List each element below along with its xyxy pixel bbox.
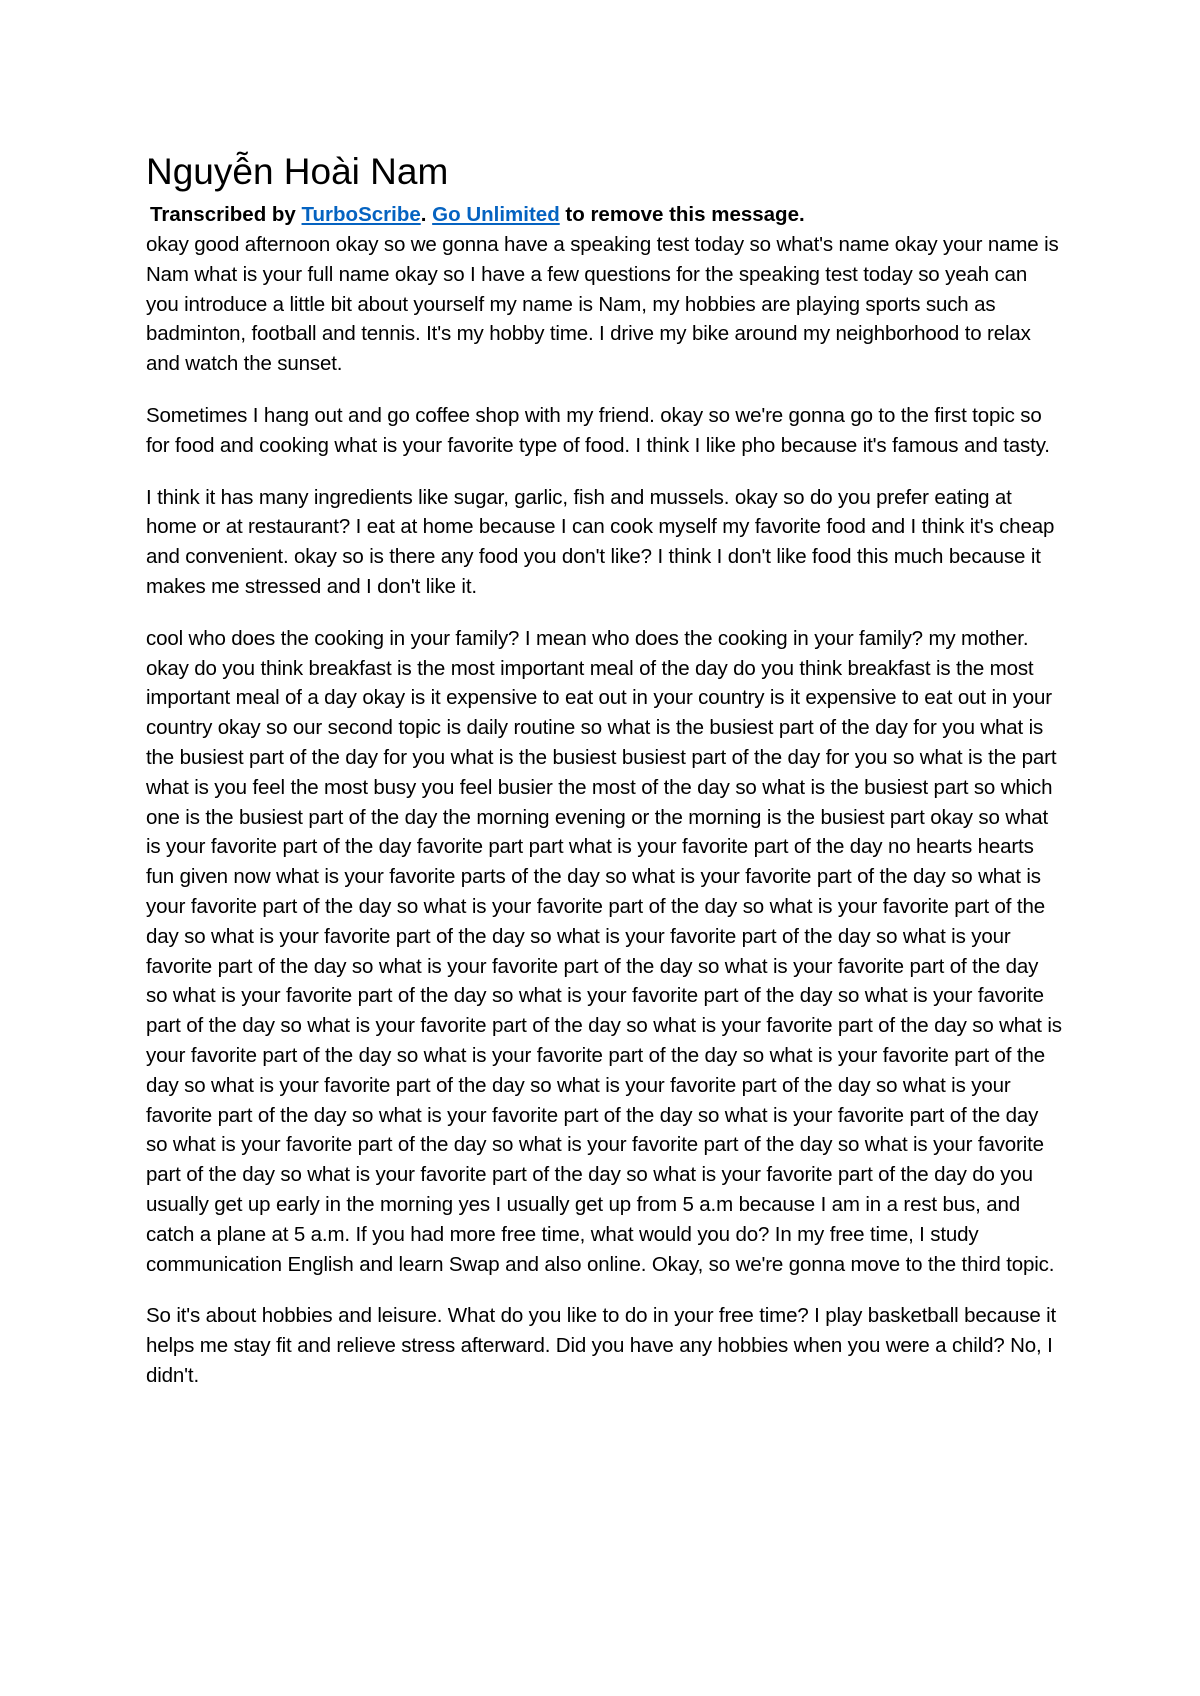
notice-middle: .: [420, 203, 433, 226]
document-title: Nguyễn Hoài Nam: [146, 151, 449, 192]
notice-suffix: to remove this message.: [559, 203, 805, 226]
transcript-paragraph-5: So it's about hobbies and leisure. What do you like to do in your free time? I play basketball because it helps me stay fit and relieve stress afterward. Did you have any hobbies when you were a child? No, I didn't.: [146, 1304, 1057, 1387]
transcript-paragraph-3: I think it has many ingredients like sugar, garlic, fish and mussels. okay so do you prefer eating at home or at restaurant? I eat at home because I can cook myself my favorite food and I think it's cheap and convenient. okay so is there any food you don't like? I think I don't like food this much because it makes me stressed and I don't like it.: [146, 485, 1055, 598]
transcript-paragraph-2: Sometimes I hang out and go coffee shop with my friend. okay so we're gonna go to the first topic so for food and cooking what is your favorite type of food. I think I like pho because it's famous and tasty.: [146, 403, 1050, 457]
document-page: [146, 148, 1064, 1413]
turboscribe-link[interactable]: TurboScribe: [301, 203, 421, 226]
transcript-paragraph-1: okay good afternoon okay so we gonna have a speaking test today so what's name okay your name is Nam what is your full name okay so I have a few questions for the speaking test today so yeah can you introduce a little bit about yourself my name is Nam, my hobbies are playing sports such as badminton, football and tennis. It's my hobby time. I drive my bike around my neighborhood to relax and watch the sunset.: [146, 233, 1059, 376]
notice-prefix: Transcribed by: [150, 203, 302, 226]
transcription-notice: [150, 200, 1064, 230]
go-unlimited-link[interactable]: Go Unlimited: [432, 203, 560, 226]
transcript-paragraph-4: cool who does the cooking in your family? I mean who does the cooking in your family? my mother. okay do you think breakfast is the most important meal of the day do you think breakfast is the most important meal of a day okay is it expensive to eat out in your country is it expensive to eat out in your country okay so our second topic is daily routine so what is the busiest part of the day for you what is the busiest part of the day for you what is the busiest busiest part of the day for you so what is the part what is you feel the most busy you feel busier the most of the day so what is the busiest part so which one is the busiest part of the day the morning evening or the morning is the busiest part okay so what is your favorite part of the day favorite part part what is your favorite part of the day no hearts hearts fun given now what is your favorite parts of the day so what is your favorite part of the day so what is your favorite part of the day so what is your favorite part of the day so what is your favorite part of the day so what is your favorite part of the day so what is your favorite part of the day so what is your favorite part of the day so what is your favorite part of the day so what is your favorite part of the day so what is your favorite part of the day so what is your favorite part of the day so what is your favorite part of the day so what is your favorite part of the day so what is your favorite part of the day so what is your favorite part of the day so what is your favorite part of the day so what is your favorite part of the day so what is your favorite part of the day so what is your favorite part of the day so what is your favorite part of the day so what is your favorite part of the day so what is your favorite part of the day so what is your favorite part of the day so what is your favorite part of the day so what is your favorite part of the day so what is your favorite part of the day so what is your favorite part of the day do you usually get up early in the morning yes I usually get up from 5 a.m because I am in a rest bus, and catch a plane at 5 a.m. If you had more free time, what would you do? In my free time, I study communication English and learn Swap and also online. Okay, so we're gonna move to the third topic.: [146, 626, 1062, 1276]
